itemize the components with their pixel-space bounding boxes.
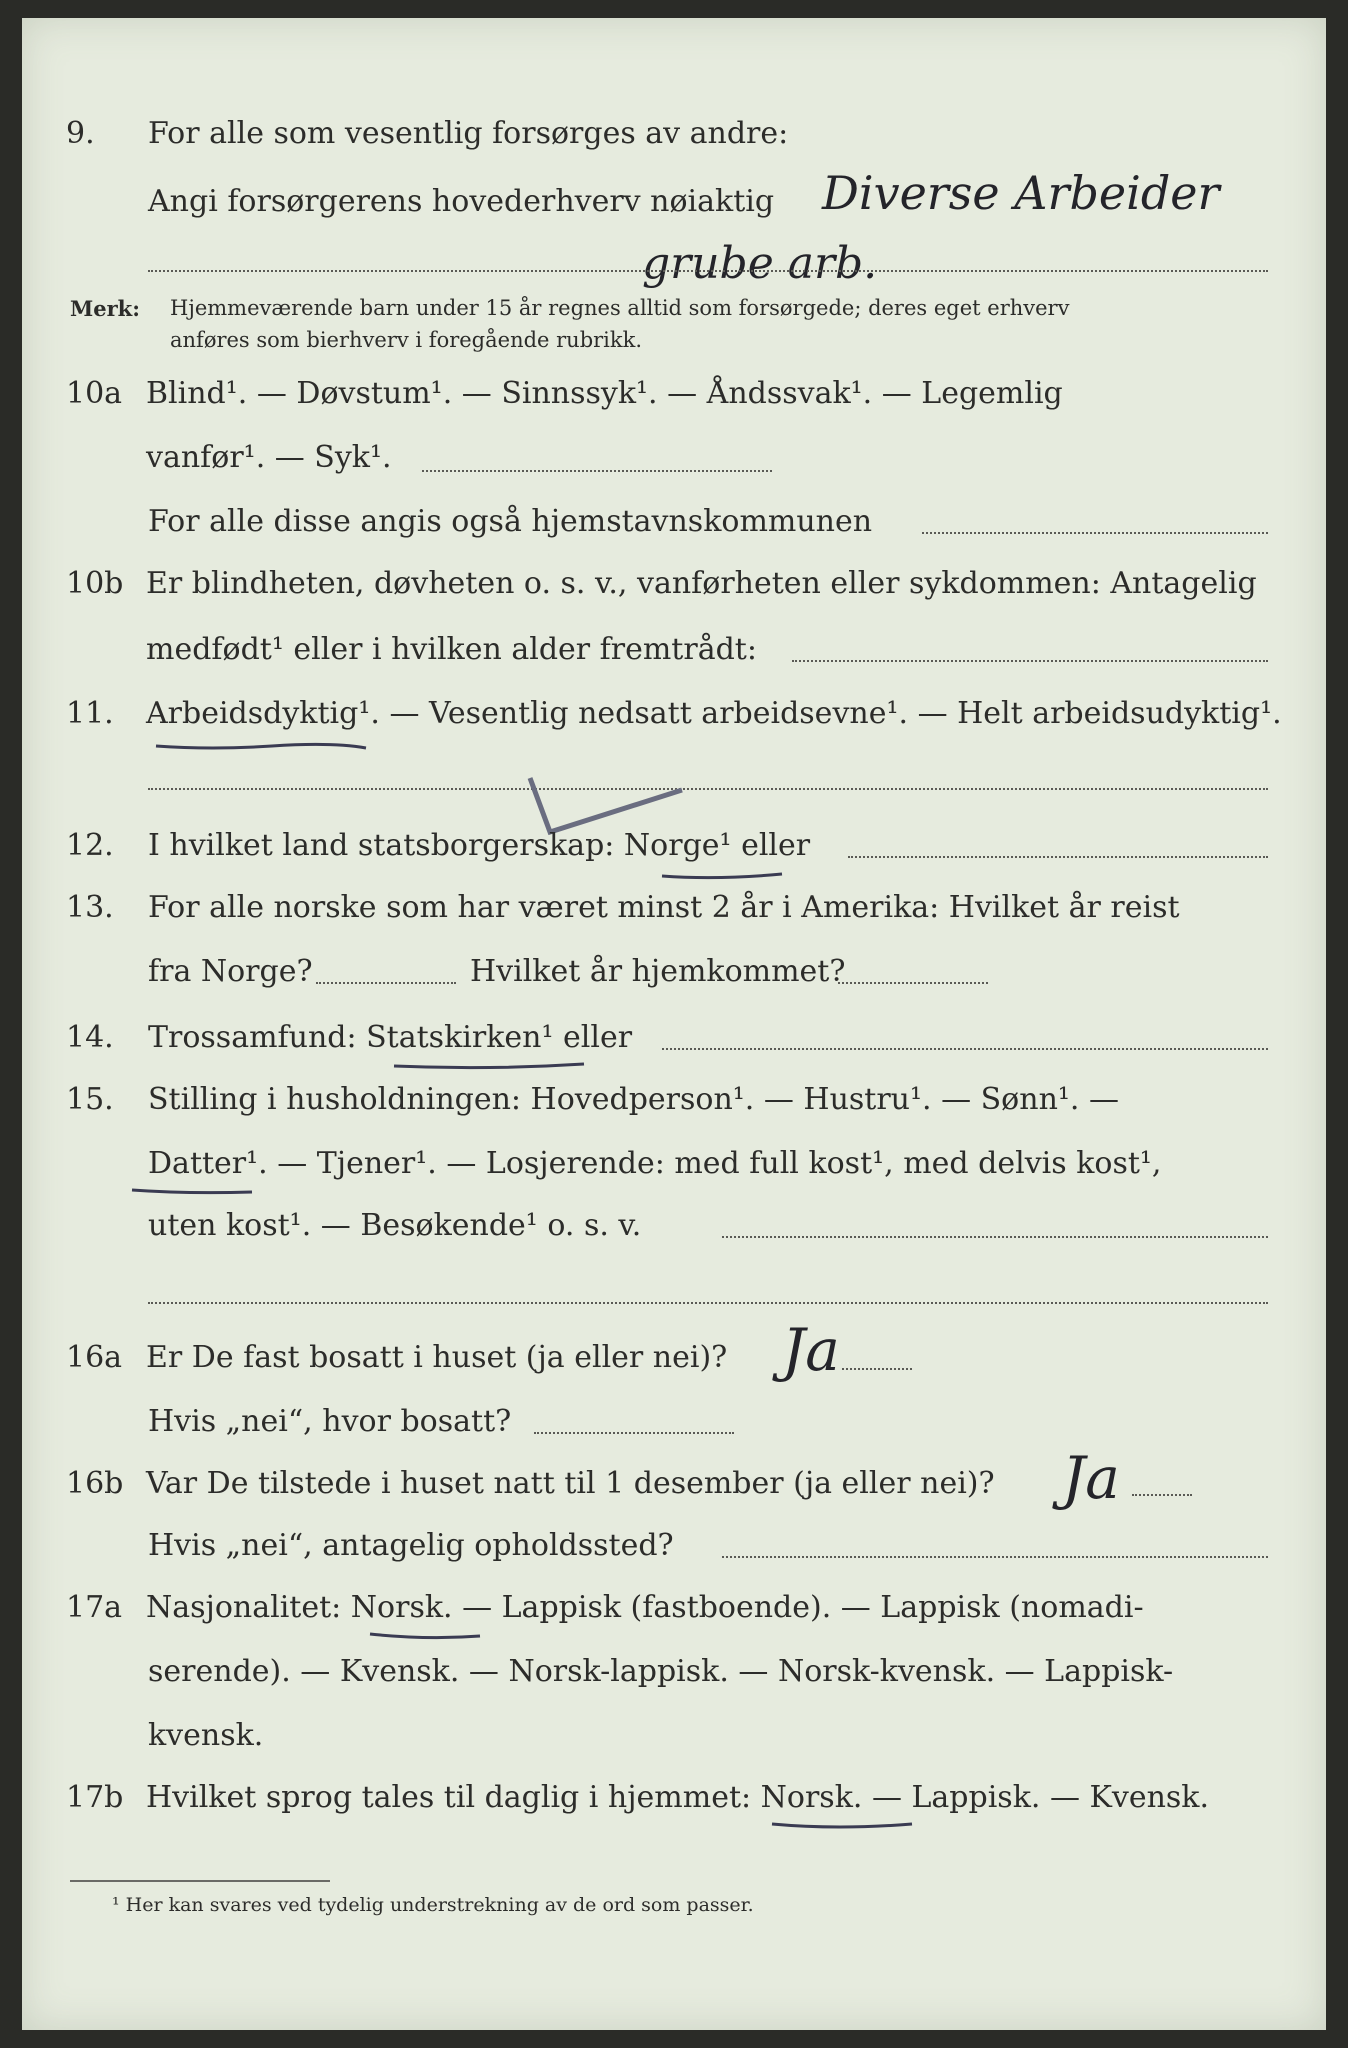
handwritten-answer: Ja (1062, 1444, 1120, 1512)
question-number: 11. (66, 696, 114, 731)
answer-line (148, 788, 1268, 790)
census-form-page (22, 18, 1326, 2030)
answer-line (922, 532, 1268, 534)
question-text: For alle disse angis også hjemstavnskommunen (148, 504, 873, 539)
question-number: 12. (66, 828, 114, 863)
hand-underline (658, 868, 788, 882)
question-text: I hvilket land statsborgerskap: Norge¹ eller (148, 828, 811, 863)
question-text: Hvilket sprog tales til daglig i hjemmet: Norsk. — Lappisk. — Kvensk. (146, 1780, 1210, 1815)
footnote-text: ¹ Her kan svares ved tydelig understrekning av de ord som passer. (112, 1894, 754, 1916)
question-text: Nasjonalitet: Norsk. — Lappisk (fastboende). — Lappisk (nomadi- (146, 1590, 1144, 1625)
hand-underline (128, 1184, 258, 1198)
answer-line (842, 1368, 912, 1370)
question-number: 16b (66, 1466, 124, 1501)
question-number: 16a (66, 1340, 123, 1375)
question-number: 10b (66, 566, 124, 601)
answer-line (422, 470, 772, 472)
question-text: Hvis „nei“, hvor bosatt? (148, 1404, 512, 1439)
hand-underline (768, 1818, 918, 1832)
question-text: Angi forsørgerens hovederhverv nøiaktig (148, 184, 775, 219)
handwritten-answer: grube arb. (642, 238, 878, 289)
note-text: anføres som bierhverv i foregående rubrikk. (170, 328, 643, 352)
question-text: kvensk. (148, 1718, 264, 1753)
question-text: For alle som vesentlig forsørges av andre: (148, 116, 789, 151)
question-number: 15. (66, 1082, 114, 1117)
answer-line (792, 660, 1268, 662)
question-text: medfødt¹ eller i hvilken alder fremtrådt: (146, 632, 757, 667)
question-text: Stilling i husholdningen: Hovedperson¹. — Hustru¹. — Sønn¹. — (148, 1082, 1119, 1117)
answer-line (1132, 1494, 1192, 1496)
answer-line (662, 1048, 1268, 1050)
answer-line (534, 1432, 734, 1434)
question-text: Var De tilstede i huset natt til 1 desember (ja eller nei)? (146, 1466, 995, 1501)
answer-line (848, 856, 1268, 858)
question-text: Er blindheten, døvheten o. s. v., vanførheten eller sykdommen: Antagelig (146, 566, 1257, 601)
question-text: uten kost¹. — Besøkende¹ o. s. v. (148, 1208, 642, 1243)
note-text: Hjemmeværende barn under 15 år regnes alltid som forsørgede; deres eget erhverv (170, 296, 1070, 320)
question-text: Datter¹. — Tjener¹. — Losjerende: med full kost¹, med delvis kost¹, (148, 1146, 1162, 1181)
question-text: fra Norge? (148, 954, 313, 989)
question-number: 9. (66, 116, 95, 151)
question-text: Trossamfund: Statskirken¹ eller (148, 1020, 633, 1055)
answer-line (316, 982, 456, 984)
footnote-rule (70, 1880, 330, 1882)
handwritten-answer: Ja (782, 1316, 840, 1384)
answer-line (722, 1556, 1268, 1558)
question-text: vanfør¹. — Syk¹. (146, 440, 392, 475)
question-text: Arbeidsdyktig¹. — Vesentlig nedsatt arbeidsevne¹. — Helt arbeidsudyktig¹. (146, 696, 1282, 731)
question-number: 10a (66, 376, 123, 411)
hand-underline (390, 1058, 590, 1072)
hand-underline (152, 736, 372, 754)
question-text: serende). — Kvensk. — Norsk-lappisk. — Norsk-kvensk. — Lappisk- (148, 1654, 1174, 1689)
question-text: Hvilket år hjemkommet? (470, 954, 846, 989)
question-number: 14. (66, 1020, 114, 1055)
question-text: Er De fast bosatt i huset (ja eller nei)? (146, 1340, 728, 1375)
question-text: Blind¹. — Døvstum¹. — Sinnssyk¹. — Åndssvak¹. — Legemlig (146, 376, 1063, 411)
note-label: Merk: (70, 296, 140, 321)
hand-underline (366, 1628, 486, 1642)
answer-line (148, 1302, 1268, 1304)
handwritten-answer: Diverse Arbeider (822, 166, 1220, 220)
answer-line (838, 982, 988, 984)
answer-line (148, 270, 1268, 272)
question-number: 13. (66, 890, 114, 925)
answer-line (722, 1236, 1268, 1238)
question-number: 17b (66, 1780, 124, 1815)
question-text: Hvis „nei“, antagelig opholdssted? (148, 1528, 674, 1563)
question-text: For alle norske som har været minst 2 år i Amerika: Hvilket år reist (148, 890, 1180, 925)
question-number: 17a (66, 1590, 123, 1625)
